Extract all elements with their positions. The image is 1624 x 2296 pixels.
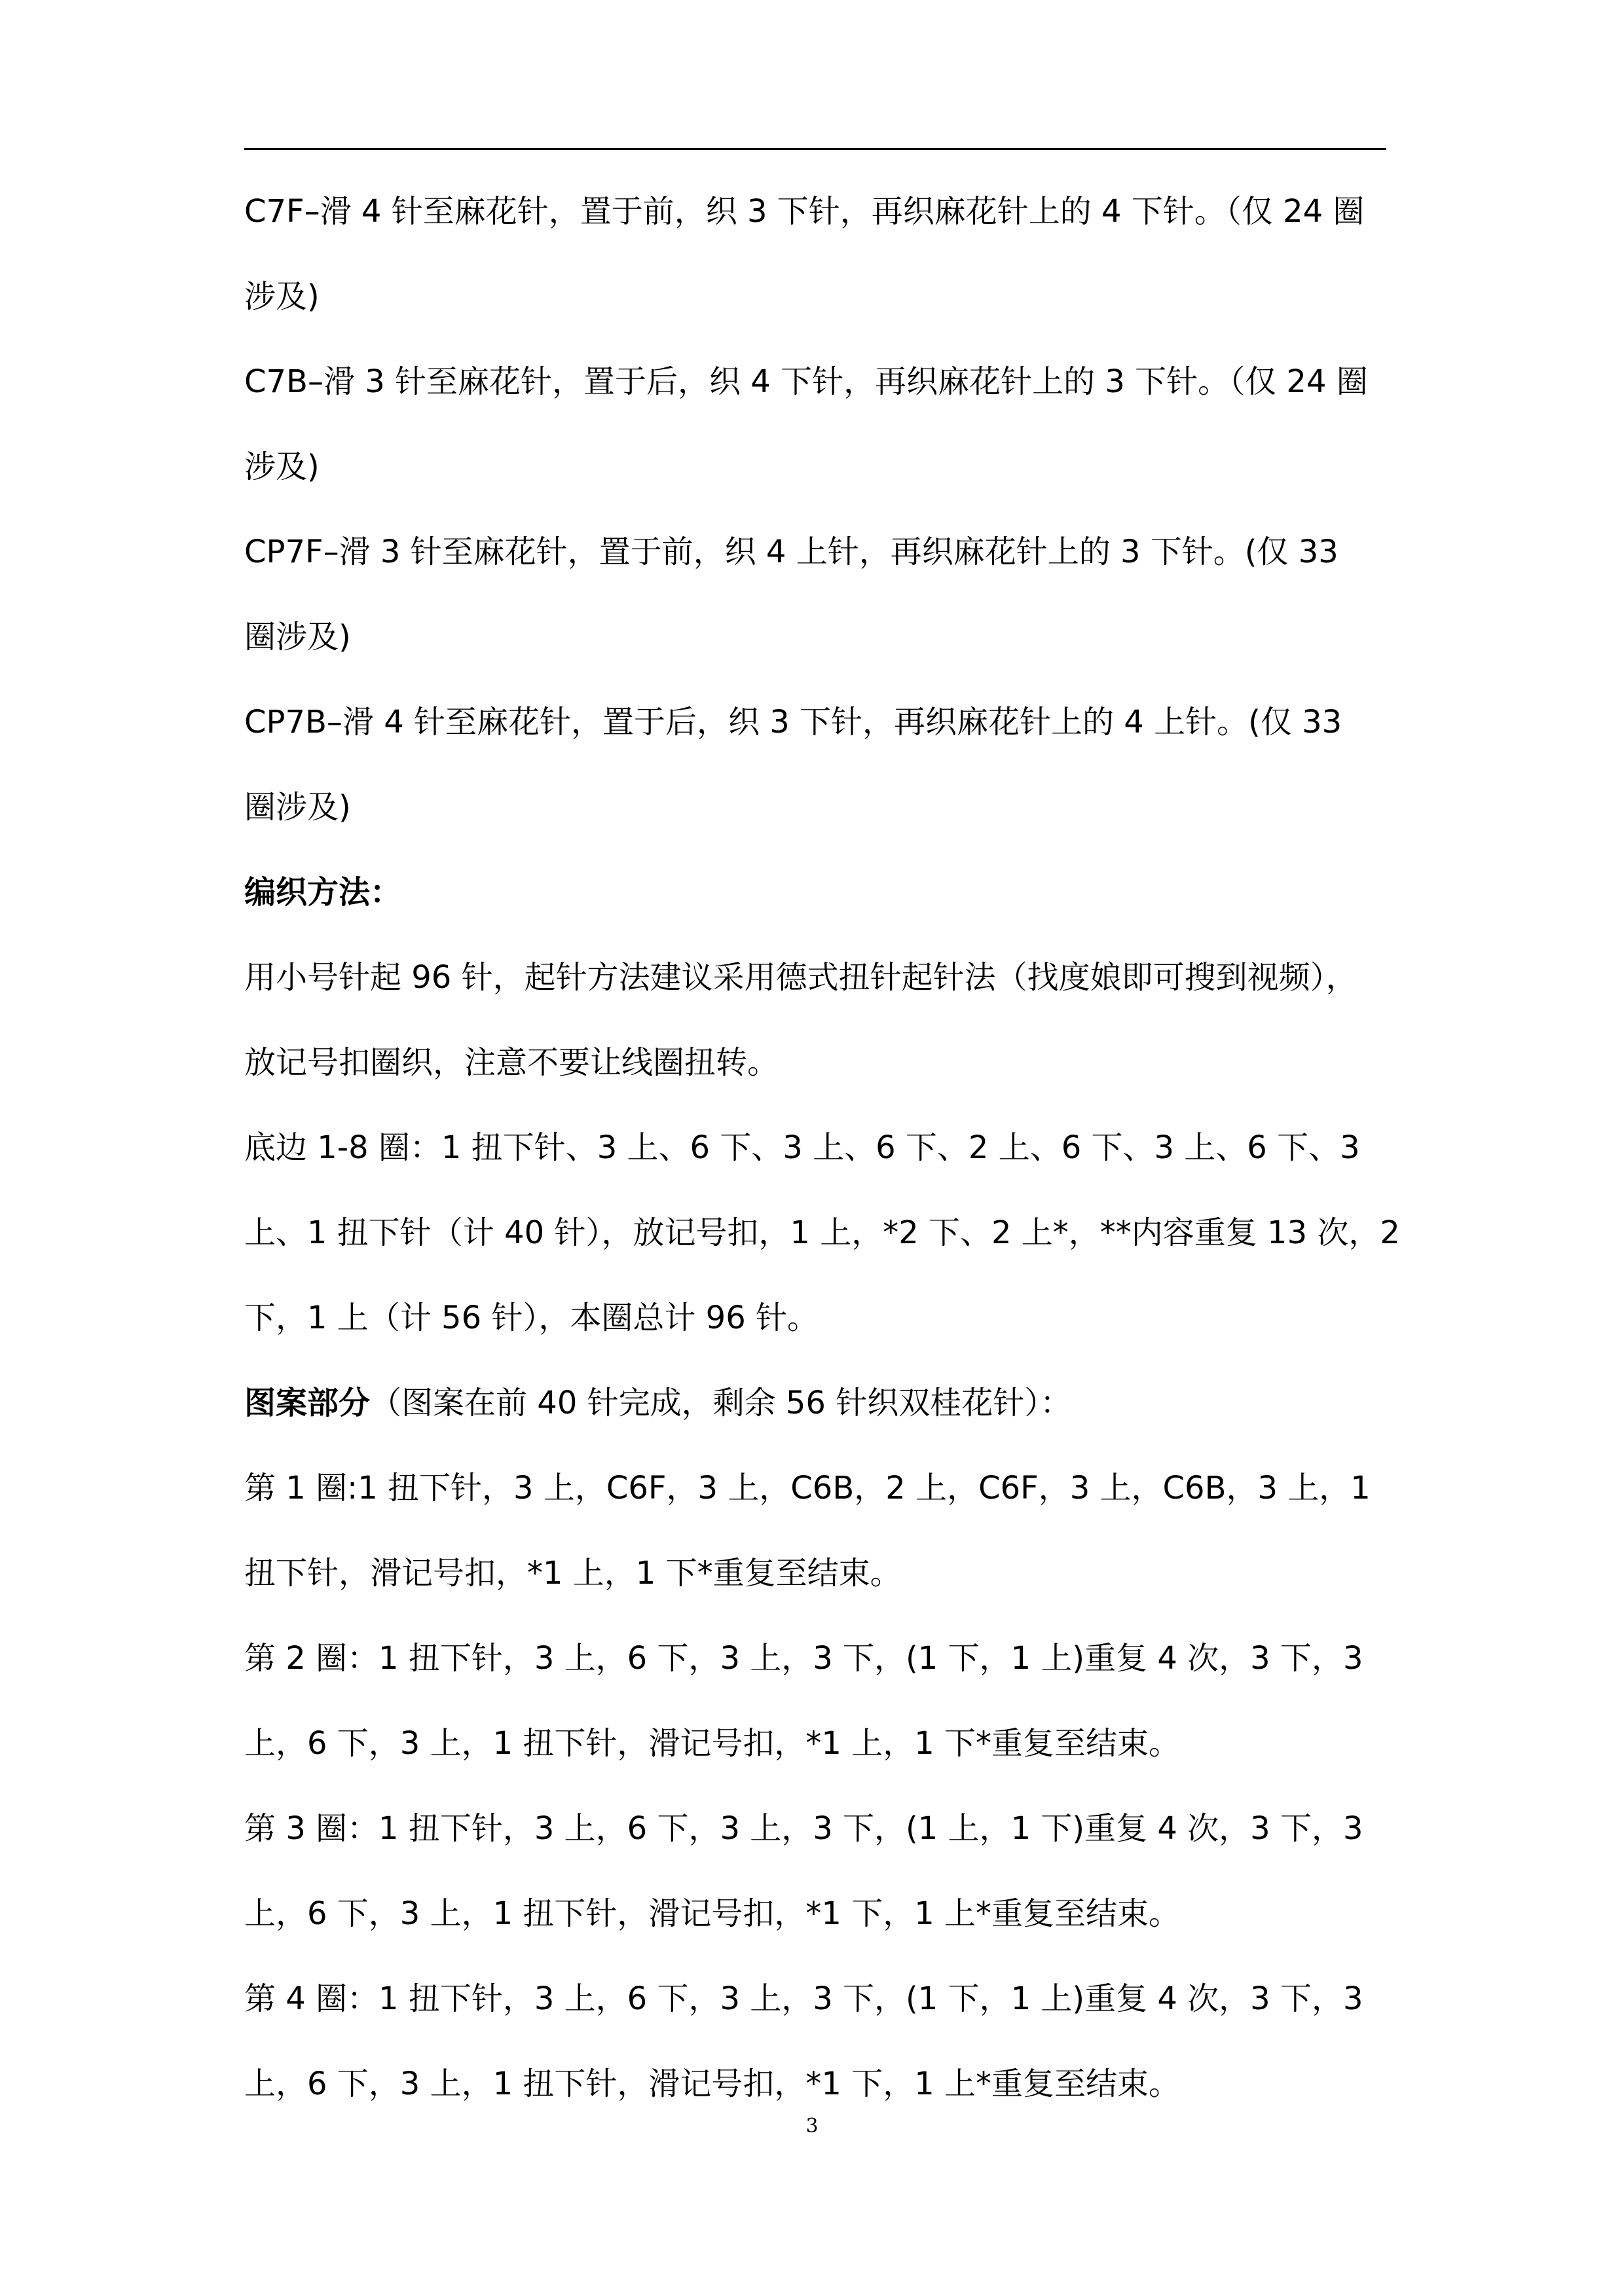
round-2-cont: 上，6 下，3 上，1 扭下针，滑记号扣，*1 上，1 下*重复至结束。 <box>244 1725 1180 1762</box>
abbreviation-cp7b-cont: 圈涉及) <box>244 789 351 826</box>
round-3: 第 3 圈：1 扭下针，3 上，6 下，3 上，3 下，(1 上，1 下)重复 4 次，3 下，3 <box>244 1810 1363 1847</box>
edge-rounds: 底边 1-8 圈：1 扭下针、3 上、6 下、3 上、6 下、2 上、6 下、3 上、6 下、3 <box>244 1129 1360 1166</box>
abbreviation-cp7b: CP7B–滑 4 针至麻花针，置于后，织 3 下针，再织麻花针上的 4 上针。(仅 33 <box>244 704 1342 740</box>
cast-on-instruction-cont: 放记号扣圈织，注意不要让线圈扭转。 <box>244 1044 779 1081</box>
edge-rounds-cont-2: 下，1 上（计 56 针），本圈总计 96 针。 <box>244 1300 819 1336</box>
cast-on-instruction: 用小号针起 96 针，起针方法建议采用德式扭针起针法（找度娘即可搜到视频）， <box>244 959 1357 996</box>
abbreviation-cp7f-cont: 圈涉及) <box>244 619 351 655</box>
round-3-cont: 上，6 下，3 上，1 扭下针，滑记号扣，*1 下，1 上*重复至结束。 <box>244 1895 1180 1932</box>
page-body <box>244 169 1400 2126</box>
round-2: 第 2 圈：1 扭下针，3 上，6 下，3 上，3 下，(1 下，1 上)重复 4 次，3 下，3 <box>244 1640 1363 1677</box>
method-heading: 编织方法： <box>244 874 402 911</box>
round-4-cont: 上，6 下，3 上，1 扭下针，滑记号扣，*1 下，1 上*重复至结束。 <box>244 2066 1180 2102</box>
page-number: 3 <box>805 2115 819 2138</box>
round-4: 第 4 圈：1 扭下针，3 上，6 下，3 上，3 下，(1 下，1 上)重复 4 次，3 下，3 <box>244 1980 1363 2017</box>
abbreviation-c7f: C7F–滑 4 针至麻花针，置于前，织 3 下针，再织麻花针上的 4 下针。（仅 24 圈 <box>244 193 1365 230</box>
pattern-section-line <box>244 1360 1386 1446</box>
header-rule <box>244 148 1386 150</box>
pattern-heading-note: （图案在前 40 针完成，剩余 56 针织双桂花针）： <box>370 1385 1072 1421</box>
abbreviation-c7b: C7B–滑 3 针至麻花针，置于后，织 4 下针，再织麻花针上的 3 下针。（仅 24 圈 <box>244 363 1368 400</box>
abbreviation-c7f-cont: 涉及) <box>244 278 320 315</box>
edge-rounds-cont: 上、1 扭下针（计 40 针），放记号扣，1 上，*2 下、2 上*，**内容重复 13 次，2 <box>244 1214 1400 1251</box>
pattern-heading: 图案部分 <box>244 1385 371 1421</box>
abbreviation-cp7f: CP7F–滑 3 针至麻花针，置于前，织 4 上针，再织麻花针上的 3 下针。(仅 33 <box>244 534 1338 570</box>
round-1-cont: 扭下针，滑记号扣，*1 上，1 下*重复至结束。 <box>244 1555 902 1592</box>
round-1: 第 1 圈:1 扭下针，3 上，C6F，3 上，C6B，2 上，C6F，3 上，C6B，3 上，1 <box>244 1470 1371 1506</box>
abbreviation-c7b-cont: 涉及) <box>244 448 320 485</box>
